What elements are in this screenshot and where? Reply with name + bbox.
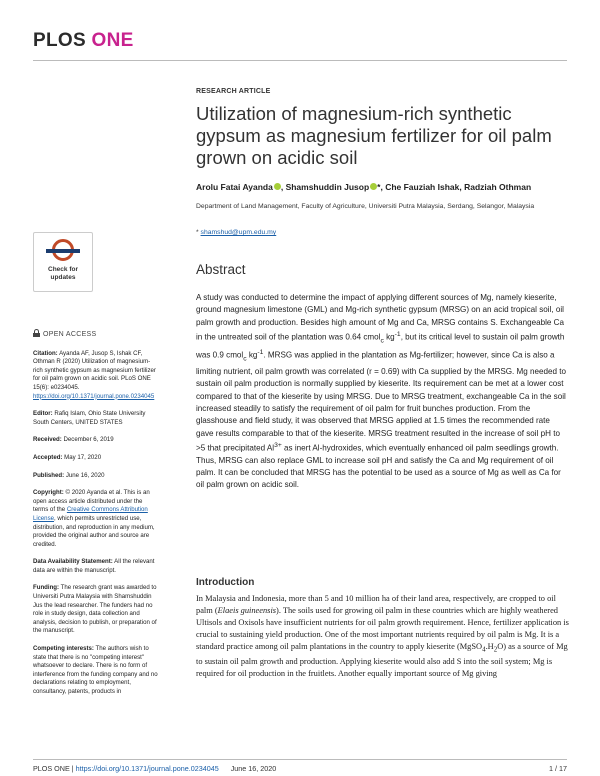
author-name[interactable]: Shamshuddin Jusop [285, 182, 370, 192]
author-separator: , [459, 182, 465, 192]
article-info-sidebar [33, 329, 158, 706]
author-separator: , [280, 182, 286, 192]
citation-doi-link[interactable]: https://doi.org/10.1371/journal.pone.0234045 [33, 392, 155, 400]
email-marker: * [196, 229, 201, 236]
article-title: Utilization of magnesium-rich synthetic gypsum as magnesium fertilizer for oil palm grown on acidic soil [196, 103, 552, 168]
journal-logo-one: ONE [91, 30, 134, 51]
footer-journal: PLOS ONE [33, 764, 70, 773]
author-name[interactable]: Radziah Othman [464, 182, 532, 192]
citation-block: Citation: Ayanda AF, Jusop S, Ishak CF, Othman R (2020) Utilization of magnesium-rich synthetic gypsum as magnesium fertilizer for oil palm grown on acidic soil. PLoS ONE 15(6): e0234045. https://doi.org/10.1371/journal.pone.0234045 [33, 349, 156, 400]
page-number: 1 / 17 [549, 764, 567, 773]
email-link[interactable]: shamshud@upm.edu.my [200, 229, 277, 236]
check-for-updates-badge[interactable] [33, 232, 93, 292]
footer-divider [33, 759, 567, 760]
article-type: RESEARCH ARTICLE [196, 88, 271, 95]
competing-interests-block: Competing interests: The authors wish to state that there is no "competing interest" whatsoever to declare. There is no form of interference from the funding company and no declarations relating to employment, consultancy, patents, products in [33, 645, 158, 695]
introduction-text: In Malaysia and Indonesia, more than 5 and 10 million ha of their land area, respectively, are cropped to oil palm (Elaeis guineensis). The soils used for growing oil palm in these countries which are highly weathered Ultisols and Oxisols have insufficient nutrients for oil palm growth requirement. Hence, fertilizer application is crucial to sustaining yield production. One of the most important nutrients required by oil palm is Mg. It is a standard practice among oil palm plantations in the country to apply kieserite $(MgSO_4.H_2O)$ as a source of Mg to sustain oil palm growth and production. Applying kieserite would also add S into the soil system; Mg is required for oil production in the fruitlets. Another equally important source of Mg giving [196, 594, 569, 679]
abstract-heading: Abstract [196, 262, 246, 277]
footer-doi-link[interactable]: https://doi.org/10.1371/journal.pone.0234045 [75, 764, 219, 773]
accepted-block: Accepted: May 17, 2020 [33, 453, 102, 461]
open-lock-icon [33, 329, 40, 337]
orcid-icon[interactable] [274, 183, 281, 190]
data-availability-block: Data Availability Statement: All the relevant data are within the manuscript. [33, 558, 155, 574]
author-separator: *, [377, 182, 386, 192]
crossmark-bar [46, 249, 80, 253]
check-for-updates-label: Check for updates [48, 266, 78, 281]
header-divider [33, 60, 567, 61]
abstract-text: A study was conducted to determine the impact of applying different sources of Mg, namely kieserite, ground magnesium limestone (GML) and Mg-rich synthetic gypsum (MRSG) on an acid tropical soil, oil palm growth and production. Besides high amount of Mg and Ca, MRSG contains S. Exchangeable Ca in the untreated soil of the plantation was 0.64 cmol$_c$ $kg^{-1}$, but its critical level to sustain oil palm growth was 0.9 cmol$_c$ $kg^{-1}$. MRSG was applied in the plantation as Mg-fertilizer; however, since Ca is also a limiting nutrient, oil palm growth was correlated (r = 0.69) with Ca supplied by the MRSG. Mg needed to sustain oil palm production is normally supplied by kieserite. Its requirement can be met at a lower cost compared to that of the kieserite by using MRSG. Due to MRSG treatment, exchangeable Ca in the soil increased steadily to satisfy the requirement of oil palm for fruit bunches production. From the glasshouse and field study, it was observed that MRSG applied at 1.5 times the recommended rate gave results comparable to that of the kieserite. MRSG treatment resulted in the increase of soil pH to >5 that precipitated $Al^{3+}$ as inert Al-hydroxides, which eventually enhanced oil palm seedlings growth. Thus, MRSG can also replace GML to increase soil pH and satisfy the Ca and Mg requirement of oil palm. It can be concluded that MRSG has the potential to be used as a source of Mg as well as Ca for oil palm grown on acidic soil. [196, 293, 567, 490]
page-footer [33, 764, 567, 773]
footer-date: June 16, 2020 [230, 764, 277, 773]
journal-logo-plos: PLOS [33, 30, 86, 51]
author-name[interactable]: Che Fauziah Ishak [385, 182, 460, 192]
editor-block: Editor: Rafiq Islam, Ohio State University South Centers, UNITED STATES [33, 410, 146, 426]
introduction-heading: Introduction [196, 577, 255, 588]
footer-separator: | [69, 764, 76, 773]
published-block: Published: June 16, 2020 [33, 471, 105, 479]
author-name[interactable]: Arolu Fatai Ayanda [196, 182, 273, 192]
journal-logo [33, 30, 134, 52]
author-list [196, 182, 576, 192]
funding-block: Funding: The research grant was awarded to Universiti Putra Malaysia with Shamshuddin Jus the lead researcher. The funders had no role in study design, data collection and analysis, decision to publish, or preparation of the manuscript. [33, 584, 157, 635]
received-block: Received: December 6, 2019 [33, 436, 114, 444]
license-link[interactable]: Creative Commons Attribution License [33, 506, 148, 522]
corresponding-email [196, 229, 276, 236]
affiliation: Department of Land Management, Faculty of Agriculture, Universiti Putra Malaysia, Serdang, Selangor, Malaysia [196, 203, 535, 210]
copyright-block: Copyright: © 2020 Ayanda et al. This is an open access article distributed under the terms of the Creative Commons Attribution License, which permits unrestricted use, distribution, and reproduction in any medium, provided the original author and source are credited. [33, 489, 155, 548]
open-access-badge: OPEN ACCESS [33, 329, 158, 340]
